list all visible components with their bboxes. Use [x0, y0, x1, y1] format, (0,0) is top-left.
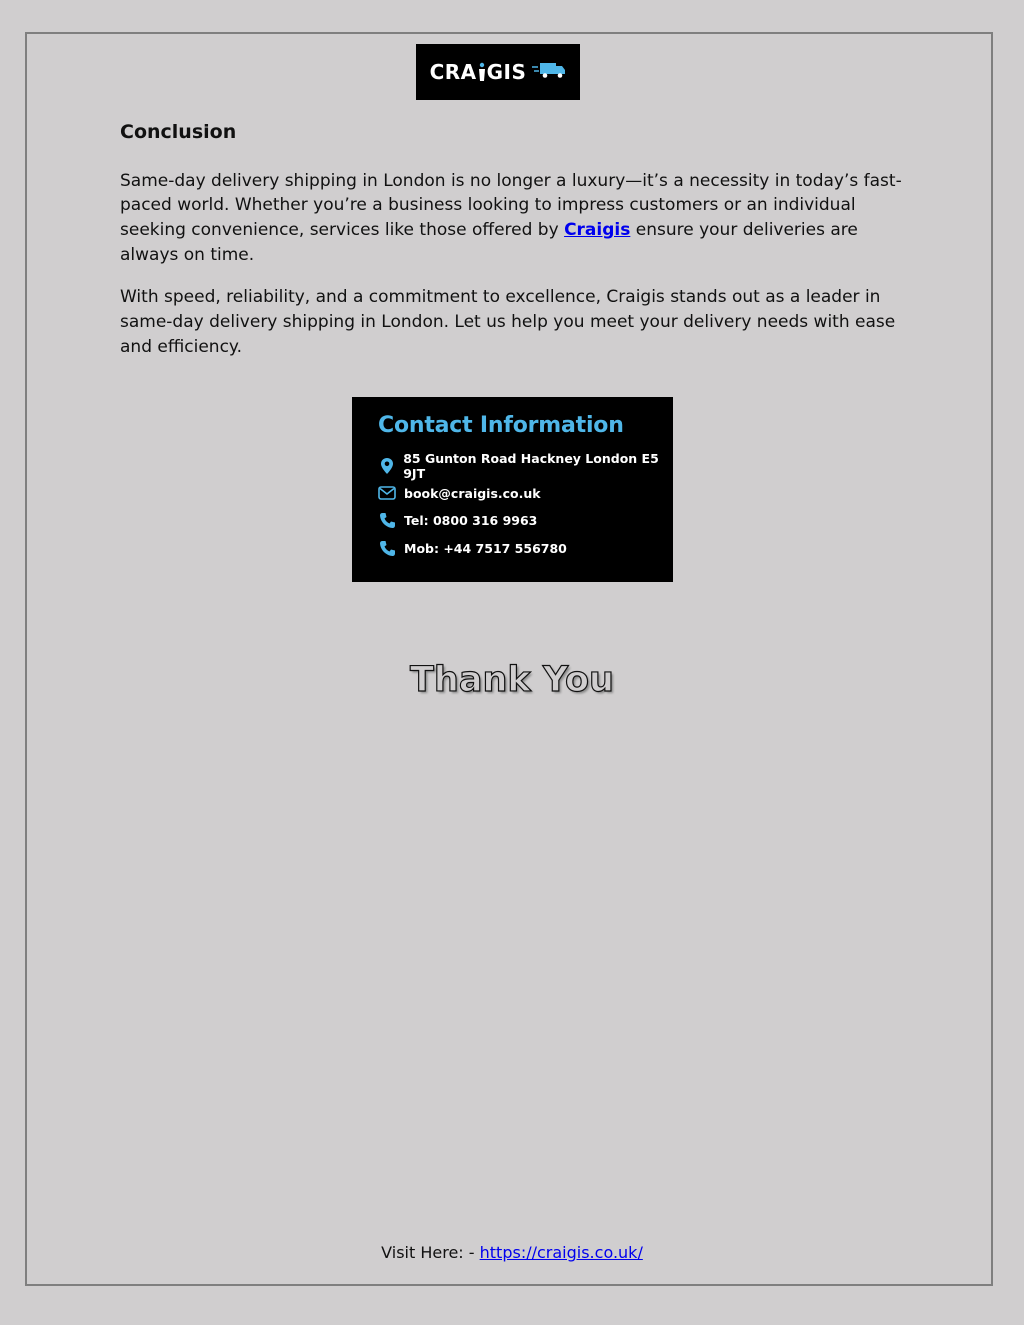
website-link[interactable]: https://craigis.co.uk/	[479, 1243, 643, 1262]
contact-row-mobile	[378, 535, 673, 563]
phone-icon	[378, 512, 396, 530]
craigis-logo	[416, 44, 580, 100]
contact-row-address	[378, 452, 673, 480]
location-pin-icon	[378, 457, 395, 475]
conclusion-section	[120, 120, 910, 377]
logo-text-left: CRA	[429, 60, 477, 84]
footer-label: Visit Here: -	[381, 1243, 480, 1262]
contact-row-tel	[378, 507, 673, 535]
contact-address: 85 Gunton Road Hackney London E5 9JT	[403, 450, 659, 481]
craigis-link[interactable]: Craigis	[564, 219, 631, 240]
phone-icon	[378, 539, 396, 557]
logo-person-mark	[477, 62, 487, 82]
logo-text-right: GIS	[486, 60, 527, 84]
contact-mobile[interactable]: Mob: +44 7517 556780	[404, 540, 567, 556]
contact-row-email	[378, 480, 673, 508]
envelope-icon	[378, 484, 396, 502]
conclusion-paragraph-2: With speed, reliability, and a commitment to excellence, Craigis stands out as a leader in same-day delivery shipping in London. Let us help you meet your delivery needs with ease and efficiency.	[120, 287, 896, 357]
conclusion-heading: Conclusion	[120, 121, 237, 143]
paragraph-text: Same-day delivery shipping in London is no longer a luxury—it’s a necessity in today’s fast-paced world. Whether you’re a business looking to impress customers or an individual seeking convenience, services like those offered by	[120, 170, 902, 240]
truck-icon	[532, 60, 566, 84]
conclusion-paragraph-1	[120, 169, 910, 268]
contact-tel[interactable]: Tel: 0800 316 9963	[404, 513, 538, 529]
paragraph-text: ensure your deliveries are always on time.	[120, 219, 858, 265]
contact-title: Contact Information	[378, 413, 624, 438]
footer	[0, 1243, 1024, 1262]
contact-information-card	[352, 397, 673, 582]
thank-you-heading: Thank You	[410, 660, 614, 700]
contact-email[interactable]: book@craigis.co.uk	[404, 485, 541, 501]
